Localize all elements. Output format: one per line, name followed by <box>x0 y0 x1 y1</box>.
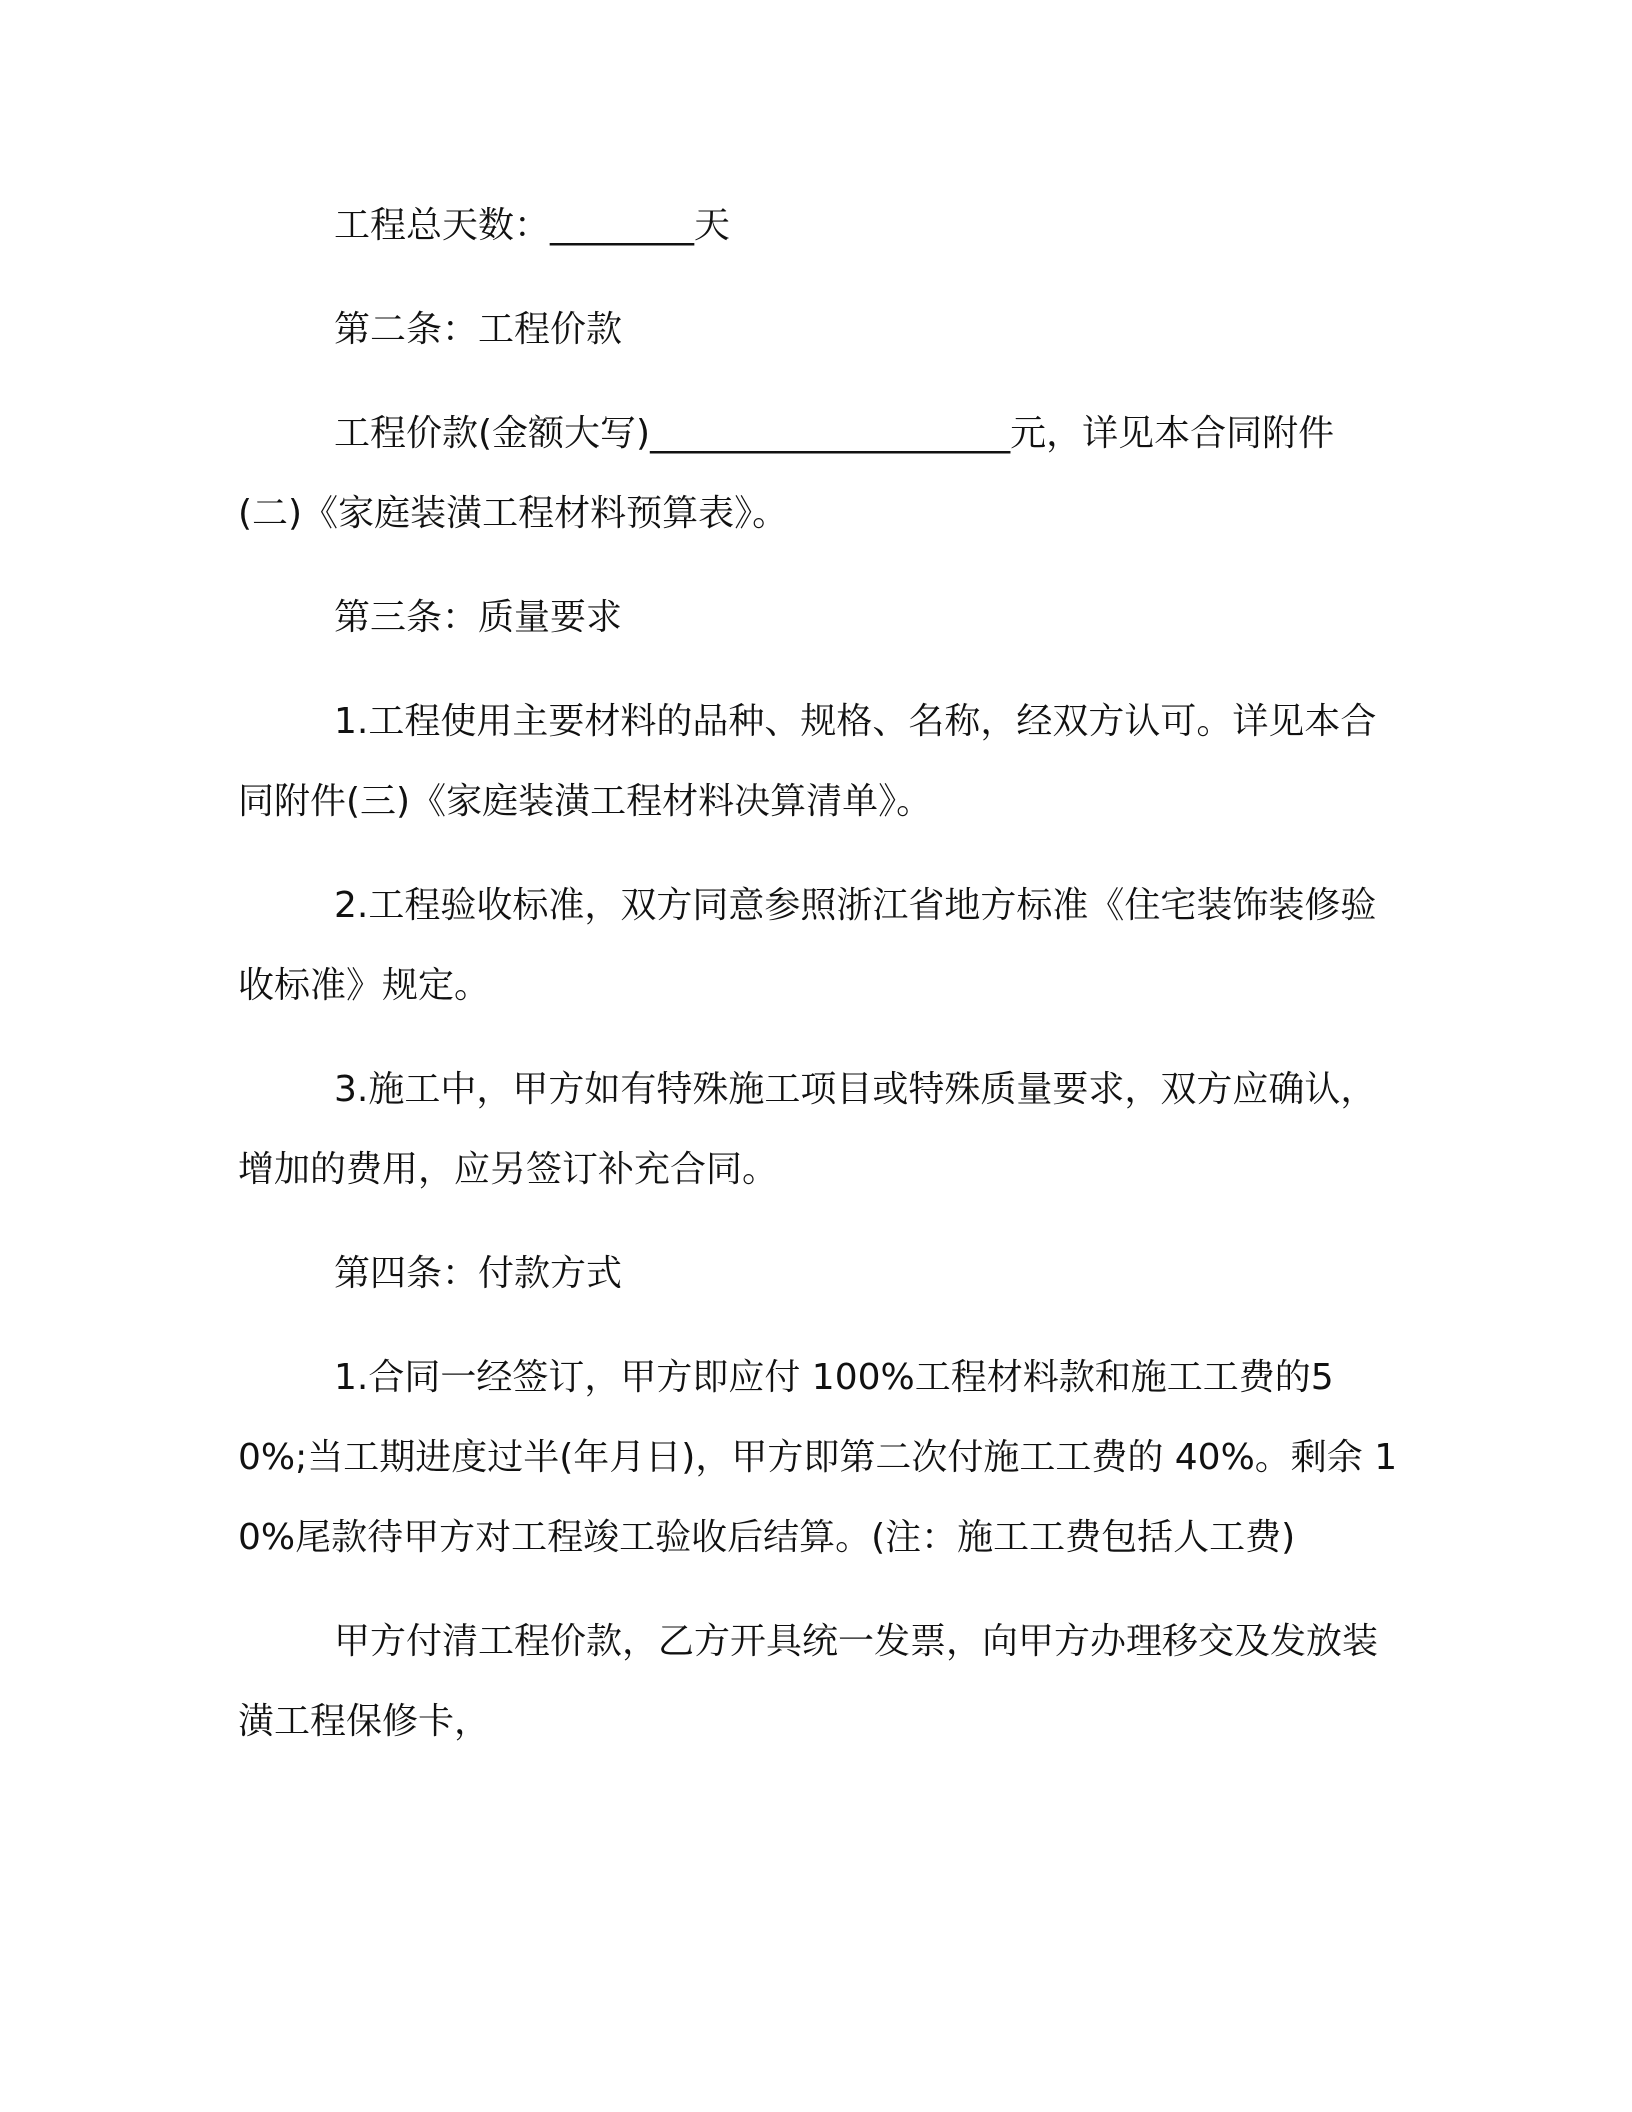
paragraph-payment-2: 甲方付清工程价款，乙方开具统一发票，向甲方办理移交及发放装潢工程保修卡， <box>238 1621 1379 1742</box>
paragraph-project-price: 工程价款(金额大写)____________________元，详见本合同附件(二)《家庭装潢工程材料预算表》。 <box>238 413 1335 534</box>
heading-article-4: 第四条：付款方式 <box>334 1253 623 1294</box>
paragraph-total-days: 工程总天数：________天 <box>334 205 731 246</box>
paragraph-quality-1: 1.工程使用主要材料的品种、规格、名称，经双方认可。详见本合同附件(三)《家庭装潢工程材料决算清单》。 <box>238 701 1377 822</box>
paragraph-quality-3: 3.施工中，甲方如有特殊施工项目或特殊质量要求，双方应确认，增加的费用，应另签订补充合同。 <box>238 1069 1377 1190</box>
heading-article-3: 第三条：质量要求 <box>334 597 623 638</box>
document-body <box>238 186 1398 1762</box>
paragraph-payment-1: 1.合同一经签订，甲方即应付 100%工程材料款和施工工费的50%;当工期进度过半(年月日)，甲方即第二次付施工工费的 40%。剩余 10%尾款待甲方对工程竣工验收后结算。(注：施工工费包括人工费) <box>238 1357 1398 1558</box>
paragraph-quality-2: 2.工程验收标准，双方同意参照浙江省地方标准《住宅装饰装修验收标准》规定。 <box>238 885 1377 1006</box>
heading-article-2: 第二条：工程价款 <box>334 309 623 350</box>
